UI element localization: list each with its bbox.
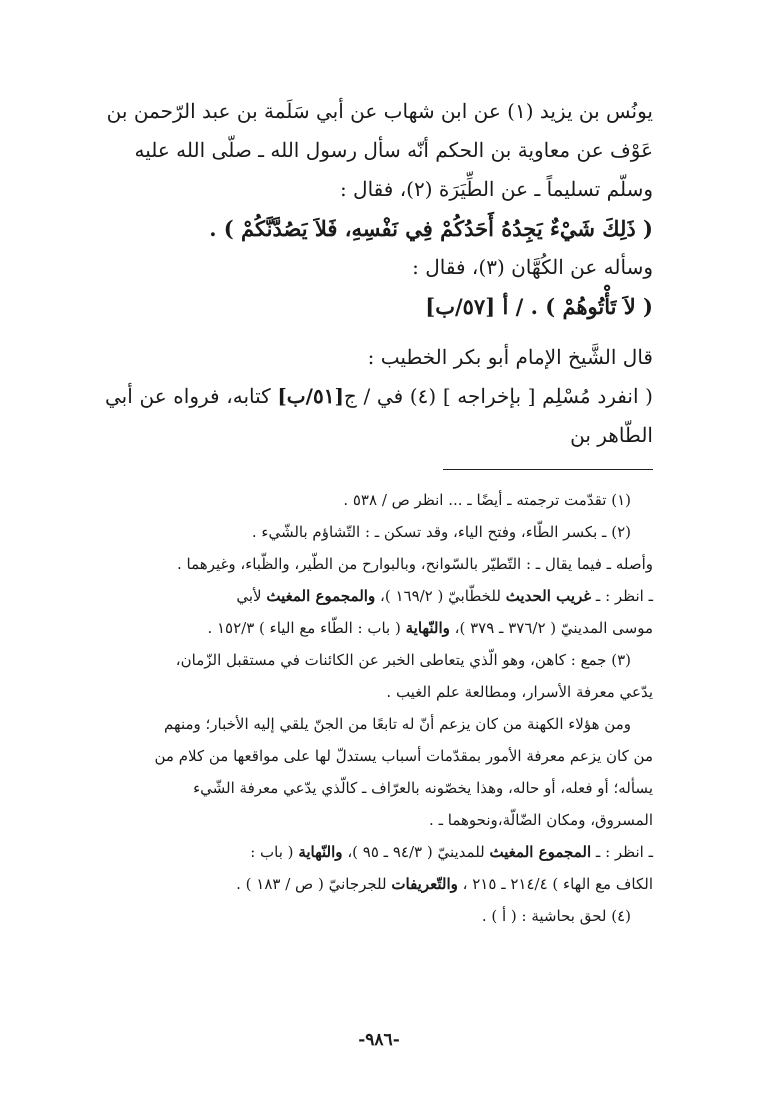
text-segment: الكاف مع الهاء ) ٢١٤/٤ ـ ٢١٥ ،	[462, 875, 653, 893]
text-line	[105, 377, 653, 455]
page-number: -٩٨٦-	[358, 1030, 400, 1050]
footnote-line: يدّعي معرفة الأسرار، ومطالعة علم الغيب .	[386, 683, 653, 701]
footnote-4: (٤) لحق بحاشية : ( أ ) .	[481, 907, 631, 925]
footnote-2: (٢) ـ بكسر الطّاء، وفتح الياء، وقد تسكن ـ : التّشاؤم بالشّيء .	[251, 523, 631, 541]
text-segment: ( باب : الطّاء مع الياء ) ١٥٢/٣ .	[207, 619, 401, 637]
book-title: غريب الحديث	[505, 587, 592, 605]
text-segment: موسى المدينيّ ( ٣٧٦/٢ ـ ٣٧٩ )،	[454, 619, 653, 637]
text-line: عَوْف عن معاوية بن الحكم أنّه سأل رسول الله ـ صلّى الله عليه	[134, 138, 653, 162]
footnote-line	[105, 580, 653, 612]
footnote-divider	[443, 469, 653, 470]
text-segment: ( باب :	[250, 843, 294, 861]
footnote-line: ومن هؤلاء الكهنة من كان يزعم أنّ له تابعًا من الجنّ يلقي إليه الأخبار؛ ومنهم	[164, 715, 631, 733]
text-segment: لأبي	[236, 587, 262, 605]
text-segment: للجرجانيّ ( ص / ١٨٣ ) .	[236, 875, 387, 893]
folio-marker: [٥١/ب]	[277, 384, 344, 408]
hadith-text: ( ذَلِكَ شَيْءٌ يَجِدُهُ أَحَدُكُمْ فِي نَفْسِهِ، فَلاَ يَصُدَّنَّكُمْ ) .	[209, 216, 653, 241]
text-segment: كتابه، فرواه عن أبي الطّاهر بن	[105, 384, 653, 447]
book-title: والمجموع المغيث	[266, 587, 376, 605]
folio-marker: [٥٧/ب]	[425, 294, 496, 319]
book-title: والنّهاية	[405, 619, 450, 637]
text-line: وسلّم تسليماً ـ عن الطِّيَرَة (٢)، فقال :	[339, 177, 653, 201]
text-segment: للمدينيّ ( ٩٤/٣ ـ ٩٥ )،	[347, 843, 485, 861]
text-segment: ـ انظر : ـ	[595, 587, 653, 605]
footnote-line: يسأله؛ أو فعله، أو حاله، وهذا يخصّونه بالعرّاف ـ كالّذي يدّعي معرفة الشّيء	[193, 779, 653, 797]
book-title: المجموع المغيث	[489, 843, 592, 861]
footnote-line: من كان يزعم معرفة الأمور بمقدّمات أسباب يستدلّ لها على مواقعها من كلام من	[154, 747, 653, 765]
book-title: والنّهاية	[298, 843, 343, 861]
footnote-line	[105, 612, 653, 644]
footnote-line	[105, 868, 653, 900]
hadith-line	[105, 287, 653, 326]
footnotes	[105, 484, 653, 932]
text-line: وسأله عن الكُهَّان (٣)، فقال :	[412, 255, 653, 279]
text-segment: ( انفرد مُسْلِم [ بإخراجه ] (٤) في / ج	[343, 384, 653, 408]
main-text	[105, 92, 653, 455]
text-line: قال الشَّيخ الإمام أبو بكر الخطيب :	[367, 345, 653, 369]
text-segment: للخطّابيّ ( ١٦٩/٢ )،	[379, 587, 501, 605]
hadith-text: ( لاَ تَأْتُوهُمْ ) . / أ	[502, 294, 653, 319]
text-line: يونُس بن يزيد (١) عن ابن شهاب عن أبي سَلَمة بن عبد الرّحمن بن	[106, 99, 653, 123]
book-title: والتّعريفات	[391, 875, 458, 893]
footnote-line	[105, 836, 653, 868]
text-segment: ـ انظر : ـ	[595, 843, 653, 861]
footnote-line: المسروق، ومكان الضّالّة،ونحوهما ـ .	[429, 811, 653, 829]
footnote-1: (١) تقدّمت ترجمته ـ أيضًا ـ ... انظر ص / ٥٣٨ .	[343, 491, 631, 509]
footnote-3: (٣) جمع : كاهن، وهو الّذي يتعاطى الخبر عن الكائنات في مستقبل الزّمان،	[175, 651, 631, 669]
footnote-line: وأصله ـ فيما يقال ـ : التّطيّر بالسّوانح، وبالبوارح من الطّير، والظّباء، وغيرهما .	[177, 555, 653, 573]
